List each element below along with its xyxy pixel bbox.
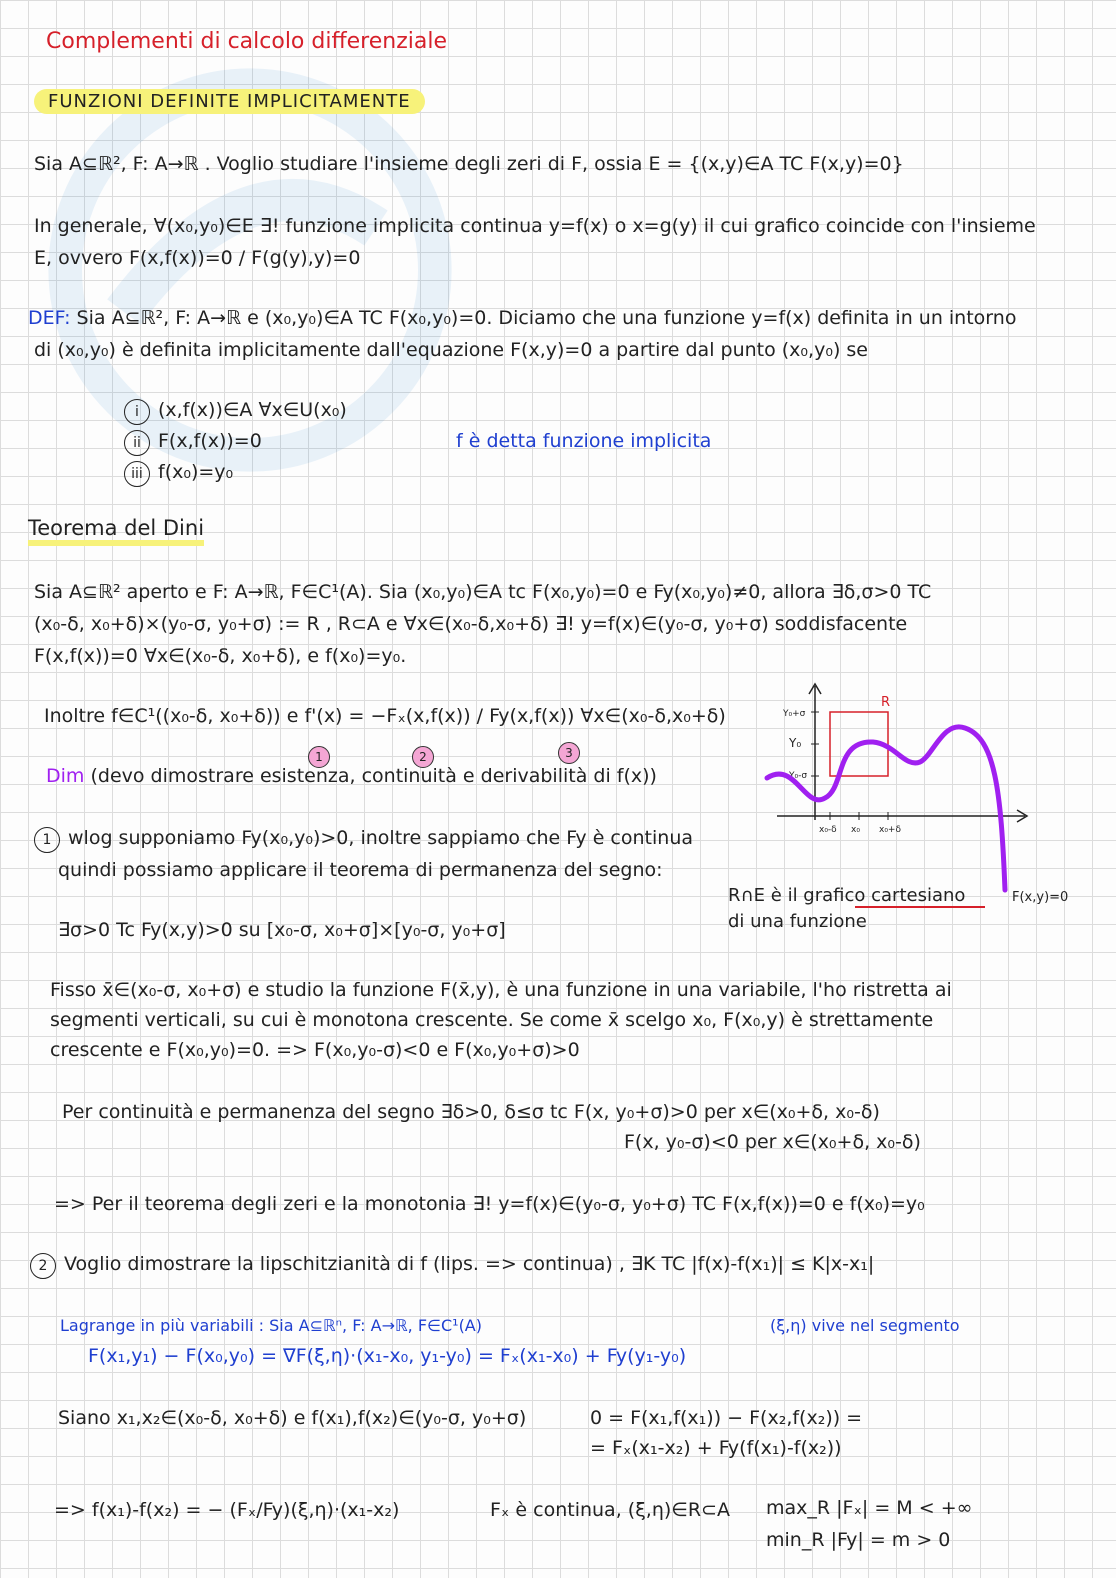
marker-2: 2 — [412, 746, 434, 768]
dim-line: Dim (devo dimostrare esistenza, continuità e derivabilità di f(x)) — [46, 765, 657, 787]
step-1-line-1: 1 wlog supponiamo Fy(x₀,y₀)>0, inoltre sappiamo che Fy è continua — [34, 826, 693, 853]
x-right-label: x₀+δ — [879, 825, 901, 835]
y-mid-label: Y₀ — [789, 736, 802, 750]
curve-equation-label: F(x,y)=0 — [1012, 890, 1069, 905]
step-1-line-8: F(x, y₀-σ)<0 per x∈(x₀+δ, x₀-δ) — [624, 1131, 921, 1153]
theorem-line-3: F(x,f(x))=0 ∀x∈(x₀-δ, x₀+δ), e f(x₀)=y₀. — [34, 645, 407, 667]
step-1-number: 1 — [34, 827, 60, 853]
rne-underline — [855, 906, 985, 908]
step-2-line-3: 0 = F(x₁,f(x₁)) − F(x₂,f(x₂)) = — [590, 1407, 863, 1429]
implicit-function-note: f è detta funzione implicita — [456, 430, 712, 452]
theorem-line-2: (x₀-δ, x₀+δ)×(y₀-σ, y₀+σ) := R , R⊂A e ∀x∈(x₀-δ,x₀+δ) ∃! y=f(x)∈(y₀-σ, y₀+σ) soddisfacente — [34, 613, 908, 635]
y-top-label: Y₀+σ — [783, 709, 806, 719]
condition-iii: iii f(x₀)=y₀ — [124, 460, 233, 487]
intro-line: Sia A⊆ℝ², F: A→ℝ . Voglio studiare l'insieme degli zeri di F, ossia E = {(x,y)∈A TC F(x,y)=0} — [34, 153, 904, 175]
definition-label: DEF: — [28, 307, 71, 329]
step-1-line-3: ∃σ>0 Tc Fy(x,y)>0 su [x₀-σ, x₀+σ]×[y₀-σ, y₀+σ] — [58, 919, 506, 941]
definition-line-1: DEF: Sia A⊆ℝ², F: A→ℝ e (x₀,y₀)∈A TC F(x₀,y₀)=0. Diciamo che una funzione y=f(x) definita in un intorno — [28, 307, 1017, 329]
section-dini-heading: Teorema del Dini — [28, 516, 204, 540]
inoltre-line: Inoltre f∈C¹((x₀-δ, x₀+δ)) e f'(x) = −Fₓ(x,f(x)) / Fy(x,f(x)) ∀x∈(x₀-δ,x₀+δ) — [44, 705, 726, 727]
step-2-min: min_R |Fy| = m > 0 — [766, 1529, 951, 1551]
lagrange-title: Lagrange in più variabili : Sia A⊆ℝⁿ, F: A→ℝ, F∈C¹(A) — [60, 1316, 482, 1335]
dim-label: Dim — [46, 765, 85, 787]
step-1-line-4: Fisso x̄∈(x₀-σ, x₀+σ) e studio la funzione F(x̄,y), è una funzione in una variabile, l'ho ristretta ai — [50, 979, 952, 1001]
dini-graph — [755, 680, 1085, 910]
condition-number: iii — [124, 461, 150, 487]
step-2-number: 2 — [30, 1253, 56, 1279]
implicit-curve — [767, 727, 1005, 890]
y-bot-label: Y₀-σ — [789, 771, 808, 781]
step-2-line-2: Siano x₁,x₂∈(x₀-δ, x₀+δ) e f(x₁),f(x₂)∈(y₀-σ, y₀+σ) — [58, 1407, 527, 1429]
step-2-line-6: Fₓ è continua, (ξ,η)∈R⊂A — [490, 1499, 730, 1521]
marker-1: 1 — [308, 746, 330, 768]
step-2-line-5: => f(x₁)-f(x₂) = − (Fₓ/Fy)(ξ,η)·(x₁-x₂) — [54, 1499, 400, 1521]
condition-number: ii — [124, 430, 150, 456]
theorem-line-1: Sia A⊆ℝ² aperto e F: A→ℝ, F∈C¹(A). Sia (x₀,y₀)∈A tc F(x₀,y₀)=0 e Fy(x₀,y₀)≠0, allora ∃δ,σ>0 TC — [34, 581, 932, 603]
marker-3: 3 — [558, 742, 580, 764]
condition-number: i — [124, 399, 150, 425]
section-implicit-functions-heading: FUNZIONI DEFINITE IMPLICITAMENTE — [34, 90, 425, 114]
general-line-2: E, ovvero F(x,f(x))=0 / F(g(y),y)=0 — [34, 247, 361, 269]
condition-ii: ii F(x,f(x))=0 — [124, 429, 262, 456]
lagrange-formula: F(x₁,y₁) − F(x₀,y₀) = ∇F(ξ,η)·(x₁-x₀, y₁-y₀) = Fₓ(x₁-x₀) + Fy(y₁-y₀) — [88, 1345, 687, 1367]
step-1-line-2: quindi possiamo applicare il teorema di permanenza del segno: — [58, 859, 663, 881]
page-title: Complementi di calcolo differenziale — [46, 29, 447, 54]
step-2-line-1: 2 Voglio dimostrare la lipschitzianità di f (lips. => continua) , ∃K TC |f(x)-f(x₁)| ≤ K|x-x₁| — [30, 1252, 874, 1279]
definition-line-2: di (x₀,y₀) è definita implicitamente dall'equazione F(x,y)=0 a partire dal punto (x₀,y₀) se — [34, 339, 868, 361]
general-line-1: In generale, ∀(x₀,y₀)∈E ∃! funzione implicita continua y=f(x) o x=g(y) il cui grafico coincide con l'insieme — [34, 215, 1036, 237]
step-1-conclusion: => Per il teorema degli zeri e la monotonia ∃! y=f(x)∈(y₀-σ, y₀+σ) TC F(x,f(x))=0 e f(x₀)=y₀ — [54, 1193, 925, 1215]
lagrange-note: (ξ,η) vive nel segmento — [770, 1316, 960, 1335]
region-r-label: R — [881, 695, 891, 710]
step-2-max: max_R |Fₓ| = M < +∞ — [766, 1497, 973, 1519]
condition-i: i (x,f(x))∈A ∀x∈U(x₀) — [124, 398, 347, 425]
step-1-line-7: Per continuità e permanenza del segno ∃δ>0, δ≤σ tc F(x, y₀+σ)>0 per x∈(x₀+δ, x₀-δ) — [62, 1101, 880, 1123]
rne-line-2: di una funzione — [728, 911, 867, 932]
x-mid-label: x₀ — [851, 825, 860, 835]
step-2-line-4: = Fₓ(x₁-x₂) + Fy(f(x₁)-f(x₂)) — [590, 1437, 842, 1459]
step-1-line-6: crescente e F(x₀,y₀)=0. => F(x₀,y₀-σ)<0 e F(x₀,y₀+σ)>0 — [50, 1039, 580, 1061]
step-1-line-5: segmenti verticali, su cui è monotona crescente. Se come x̄ scelgo x₀, F(x₀,y) è strettamente — [50, 1009, 934, 1031]
rne-line-1: R∩E è il grafico cartesiano — [728, 885, 966, 906]
x-left-label: x₀-δ — [819, 825, 837, 835]
